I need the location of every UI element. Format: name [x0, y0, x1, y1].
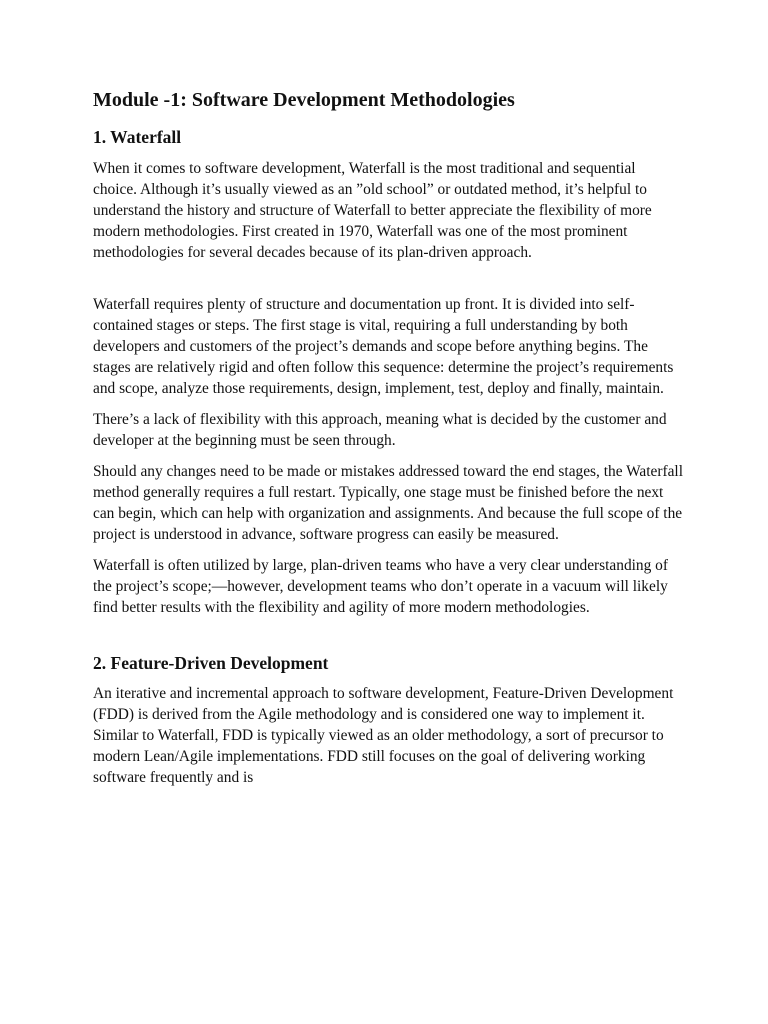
document-title: Module -1: Software Development Methodologies: [93, 89, 515, 111]
paragraph: When it comes to software development, Waterfall is the most traditional and sequential choice. Although it’s usually viewed as an ”old school” or outdated method, it’s helpful to understand the history and structure of Waterfall to better appreciate the flexibility of more modern methodologies. First created in 1970, Waterfall was one of the most prominent methodologies for several decades because of its plan-driven approach.: [93, 160, 652, 261]
paragraph: Waterfall requires plenty of structure and documentation up front. It is divided into self-contained stages or steps. The first stage is vital, requiring a full understanding by both developers and customers of the project’s demands and scope before anything begins. The stages are relatively rigid and often follow this sequence: determine the project’s requirements and scope, analyze those requirements, design, implement, test, deploy and finally, maintain.: [93, 296, 674, 397]
paragraph: Should any changes need to be made or mistakes addressed toward the end stages, the Waterfall method generally requires a full restart. Typically, one stage must be finished before the next can begin, which can help with organization and assignments. And because the full scope of the project is understood in advance, software progress can easily be measured.: [93, 463, 683, 543]
paragraph: There’s a lack of flexibility with this approach, meaning what is decided by the customer and developer at the beginning must be seen through.: [93, 411, 667, 449]
section-heading-fdd: 2. Feature-Driven Development: [93, 653, 329, 673]
paragraph: Waterfall is often utilized by large, plan-driven teams who have a very clear understanding of the project’s scope;—however, development teams who don’t operate in a vacuum will likely find better results with the flexibility and agility of more modern methodologies.: [93, 557, 668, 616]
section-heading-waterfall: 1. Waterfall: [93, 127, 182, 147]
paragraph: An iterative and incremental approach to software development, Feature-Driven Development (FDD) is derived from the Agile methodology and is considered one way to implement it. Similar to Waterfall, FDD is typically viewed as an older methodology, a sort of precursor to modern Lean/Agile implementations. FDD still focuses on the goal of delivering working software frequently and is: [93, 685, 674, 786]
document-page: [93, 86, 683, 788]
